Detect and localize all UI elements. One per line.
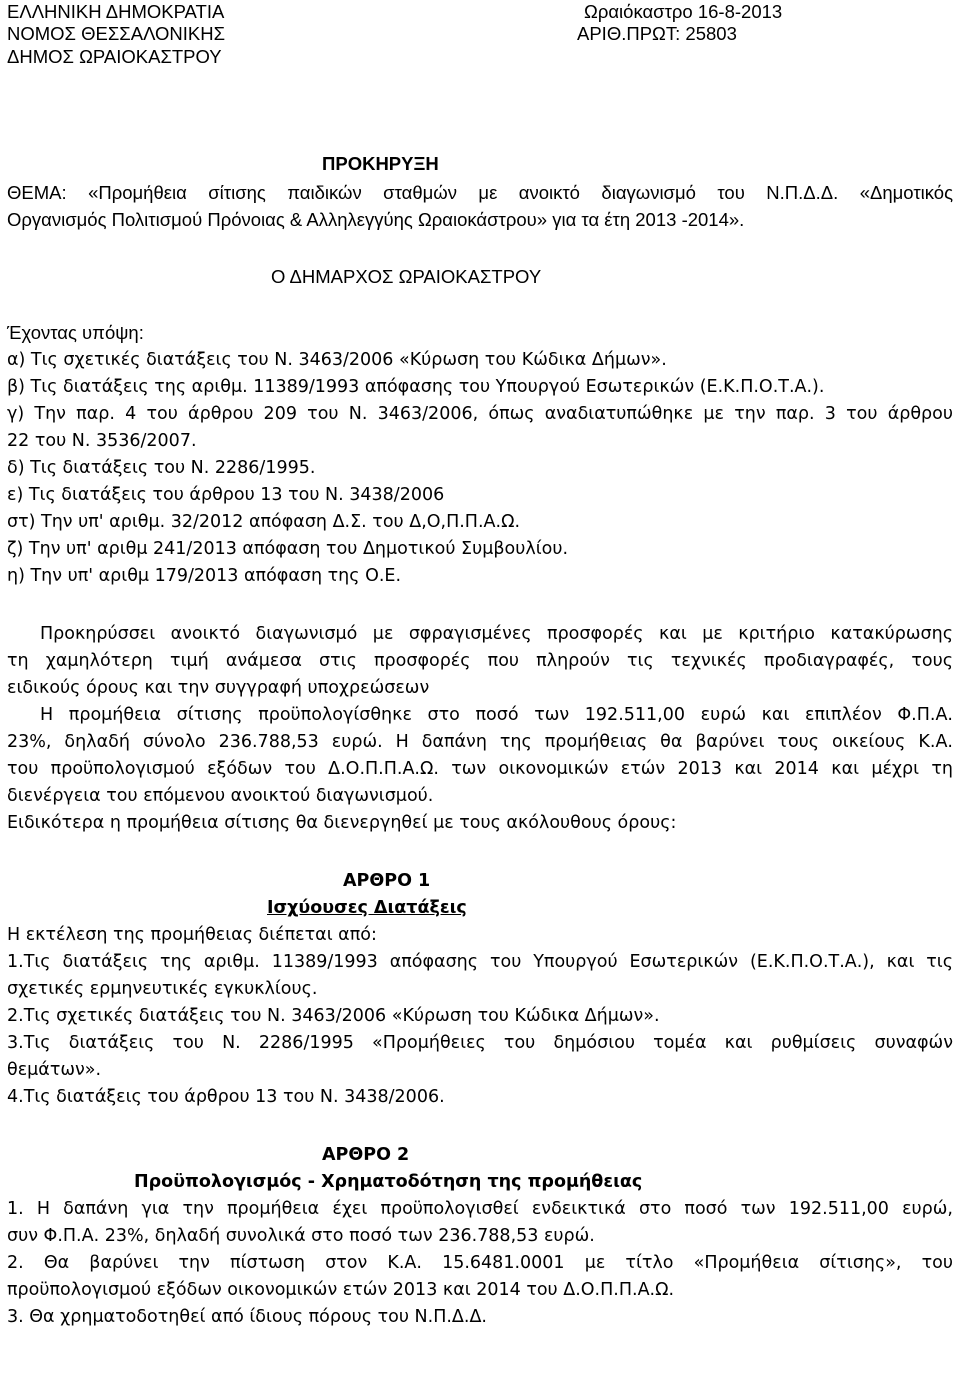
considering-item: 22 του Ν. 3536/2007. [7, 431, 197, 451]
proclamation-line: του προϋπολογισμού εξόδων του Δ.Ο.Π.Π.Α.Ω. των οικονομικών ετών 2013 και 2014 και μέχρι τη [7, 759, 953, 779]
article-1-heading: ΑΡΘΡΟ 1 [343, 871, 431, 891]
article-2-heading: ΑΡΘΡΟ 2 [322, 1145, 410, 1165]
considering-item: γ) Την παρ. 4 του άρθρου 209 του Ν. 3463/2006, όπως αναδιατυπώθηκε με την παρ. 3 του άρθρου [7, 404, 953, 424]
article-1-line: 2.Τις σχετικές διατάξεις του Ν. 3463/2006 «Κύρωση του Κώδικα Δήμων». [7, 1006, 660, 1026]
proclamation-line: 23%, δηλαδή σύνολο 236.788,53 ευρώ. Η δαπάνη της προμήθειας θα βαρύνει τους οικείους Κ.Α. [7, 732, 953, 752]
considering-item: δ) Τις διατάξεις του Ν. 2286/1995. [7, 458, 316, 478]
article-2-subheading: Προϋπολογισμός - Χρηματοδότηση της προμήθειας [134, 1172, 643, 1192]
header-date: Ωραιόκαστρο 16-8-2013 [584, 1, 783, 22]
considering-item: ε) Τις διατάξεις του άρθρου 13 του Ν. 3438/2006 [7, 485, 445, 505]
article-1-line: 4.Τις διατάξεις του άρθρου 13 του Ν. 3438/2006. [7, 1087, 445, 1107]
considering-item: β) Τις διατάξεις της αριθμ. 11389/1993 απόφασης του Υπουργού Εσωτερικών (Ε.Κ.Π.Ο.Τ.Α.). [7, 377, 825, 397]
article-2-line: 1. Η δαπάνη για την προμήθεια έχει προϋπολογισθεί ενδεικτικά στο ποσό των 192.511,00 ευρώ, [7, 1199, 953, 1219]
header-prefecture: ΝΟΜΟΣ ΘΕΣΣΑΛΟΝΙΚΗΣ [7, 23, 226, 44]
article-1-line: Η εκτέλεση της προμήθειας διέπεται από: [7, 925, 377, 945]
considering-item: στ) Την υπ' αριθμ. 32/2012 απόφαση Δ.Σ. του Δ,Ο,Π.Π.Α.Ω. [7, 512, 521, 532]
proclamation-line: Ειδικότερα η προμήθεια σίτισης θα διενεργηθεί με τους ακόλουθους όρους: [7, 813, 677, 833]
header-republic: ΕΛΛΗΝΙΚΗ ΔΗΜΟΚΡΑΤΙΑ [7, 1, 225, 22]
article-1-line: θεμάτων». [7, 1060, 102, 1080]
article-1-line: 3.Τις διατάξεις του Ν. 2286/1995 «Προμήθειες του δημόσιου τομέα και ρυθμίσεις συναφών [7, 1033, 953, 1053]
article-1-subheading: Ισχύουσες Διατάξεις [267, 898, 467, 918]
article-2-line: 2. Θα βαρύνει την πίστωση στον Κ.Α. 15.6481.0001 με τίτλο «Προμήθεια σίτισης», του [7, 1253, 953, 1273]
proclamation-line: Η προμήθεια σίτισης προϋπολογίσθηκε στο ποσό των 192.511,00 ευρώ και επιπλέον Φ.Π.Α. [40, 705, 953, 725]
proclamation-line: ειδικούς όρους και την συγγραφή υποχρεώσεων [7, 678, 430, 698]
header-protocol-number: ΑΡΙΘ.ΠΡΩΤ: 25803 [577, 23, 737, 44]
article-2-line: συν Φ.Π.Α. 23%, δηλαδή συνολικά στο ποσό των 236.788,53 ευρώ. [7, 1226, 595, 1246]
considering-intro: Έχοντας υπόψη: [7, 322, 144, 343]
considering-item: ζ) Την υπ' αριθμ 241/2013 απόφαση του Δημοτικού Συμβουλίου. [7, 539, 569, 559]
subject-line-1: ΘΕΜΑ: «Προμήθεια σίτισης παιδικών σταθμών με ανοικτό διαγωνισμό του Ν.Π.Δ.Δ. «Δημοτικός [7, 182, 953, 203]
mayor-heading: Ο ΔΗΜΑΡΧΟΣ ΩΡΑΙΟΚΑΣΤΡΟΥ [271, 266, 542, 287]
document-title: ΠΡΟΚΗΡΥΞΗ [322, 153, 439, 174]
considering-item: η) Την υπ' αριθμ 179/2013 απόφαση της Ο.Ε. [7, 566, 402, 586]
article-1-line: σχετικές ερμηνευτικές εγκυκλίους. [7, 979, 318, 999]
article-2-line: 3. Θα χρηματοδοτηθεί από ίδιους πόρους του Ν.Π.Δ.Δ. [7, 1307, 487, 1327]
proclamation-line: Προκηρύσσει ανοικτό διαγωνισμό με σφραγισμένες προσφορές και με κριτήριο κατακύρωσης [40, 624, 953, 644]
considering-item: α) Τις σχετικές διατάξεις του Ν. 3463/2006 «Κύρωση του Κώδικα Δήμων». [7, 350, 667, 370]
article-1-line: 1.Τις διατάξεις της αριθμ. 11389/1993 απόφασης του Υπουργού Εσωτερικών (Ε.Κ.Π.Ο.Τ.Α.), και τις [7, 952, 953, 972]
proclamation-line: διενέργεια του επόμενου ανοικτού διαγωνισμού. [7, 786, 434, 806]
proclamation-line: τη χαμηλότερη τιμή ανάμεσα στις προσφορές που πληρούν τις τεχνικές προδιαγραφές, τους [7, 651, 953, 671]
subject-line-2: Οργανισμός Πολιτισμού Πρόνοιας & Αλληλεγγύης Ωραιοκάστρου» για τα έτη 2013 -2014». [7, 209, 745, 230]
article-2-line: προϋπολογισμού εξόδων οικονομικών ετών 2013 και 2014 του Δ.Ο.Π.Π.Α.Ω. [7, 1280, 675, 1300]
header-municipality: ΔΗΜΟΣ ΩΡΑΙΟΚΑΣΤΡΟΥ [7, 46, 222, 67]
